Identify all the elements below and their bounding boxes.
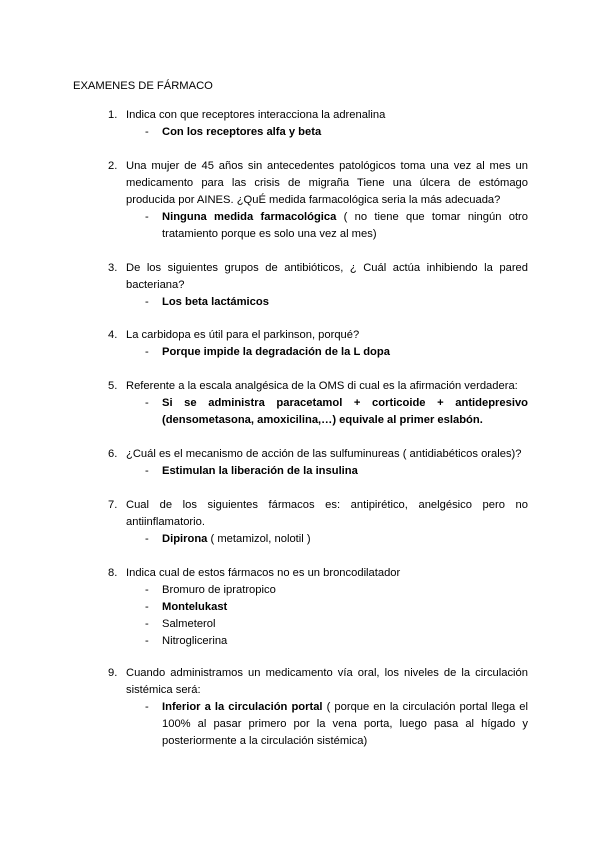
answer-item: - Salmeterol — [145, 618, 216, 630]
question-number: 2. — [108, 160, 118, 172]
question-6 — [108, 446, 528, 480]
question-number: 7. — [108, 499, 118, 511]
question-number: 4. — [108, 329, 118, 341]
question-number: 8. — [108, 567, 118, 579]
answer-rest: Salmeterol — [162, 618, 216, 630]
answer-item: - Inferior a la circulación portal ( porque en la circulación portal llega el 100% al pasar primero por la vena porta, luego pasa al hígado y posteriormente a la circulación sistémica) — [145, 701, 528, 747]
question-text: De los siguientes grupos de antibióticos, ¿ Cuál actúa inhibiendo la pared bacteriana? — [126, 262, 528, 291]
question-8 — [108, 565, 528, 650]
answer-item: - Nitroglicerina — [145, 635, 228, 647]
question-text: Referente a la escala analgésica de la OMS di cual es la afirmación verdadera: — [126, 380, 518, 392]
question-text: Indica con que receptores interacciona la adrenalina — [126, 109, 386, 121]
question-number: 9. — [108, 667, 118, 679]
question-text: Una mujer de 45 años sin antecedentes patológicos toma una vez al mes un medicamento para las crisis de migraña Tiene una úlcera de estómago producida por AINES. ¿QuÉ medida farmacológica seria la más adecuada? — [126, 160, 528, 206]
question-text: Cuando administramos un medicamento vía oral, los niveles de la circulación sistémica será: — [126, 667, 528, 696]
answer-bold: Con los receptores alfa y beta — [162, 126, 322, 138]
answer-item: - Ninguna medida farmacológica ( no tiene que tomar ningún otro tratamiento porque es solo una vez al mes) — [145, 211, 528, 240]
question-4 — [108, 327, 528, 361]
answer-rest: Bromuro de ipratropico — [162, 584, 276, 596]
question-2 — [108, 158, 528, 243]
answer-bold: Porque impide la degradación de la L dopa — [162, 346, 390, 358]
answer-item: - Dipirona ( metamizol, nolotil ) — [145, 533, 311, 545]
answer-bold: Inferior a la circulación portal — [162, 701, 323, 713]
answer-bold: Montelukast — [162, 601, 228, 613]
answer-item: - Si se administra paracetamol + corticoide + antidepresivo (densometasona, amoxicilina,…) equivale al primer eslabón. — [145, 397, 528, 426]
question-5 — [108, 378, 528, 429]
question-number: 6. — [108, 448, 118, 460]
question-1 — [108, 107, 528, 141]
question-7 — [108, 497, 528, 548]
answer-bold: Si se administra paracetamol + corticoide + antidepresivo (densometasona, amoxicilina,…) equivale al primer eslabón. — [162, 397, 528, 426]
answer-rest: Nitroglicerina — [162, 635, 228, 647]
answer-bold: Los beta lactámicos — [162, 296, 269, 308]
document-title: EXAMENES DE FÁRMACO — [73, 80, 213, 92]
answer-item: - Bromuro de ipratropico — [145, 584, 276, 596]
question-text: La carbidopa es útil para el parkinson, porqué? — [126, 329, 360, 341]
question-text: ¿Cuál es el mecanismo de acción de las sulfuminureas ( antidiabéticos orales)? — [126, 448, 522, 460]
question-3 — [108, 260, 528, 311]
answer-bold: Estimulan la liberación de la insulina — [162, 465, 358, 477]
question-9 — [108, 665, 528, 750]
question-text: Cual de los siguientes fármacos es: antipirético, anelgésico pero no antiinflamatorio. — [126, 499, 528, 528]
answer-item: - Estimulan la liberación de la insulina — [145, 465, 358, 477]
question-text: Indica cual de estos fármacos no es un broncodilatador — [126, 567, 401, 579]
answer-bold: Dipirona — [162, 533, 208, 545]
answer-item: - Los beta lactámicos — [145, 296, 269, 308]
answer-rest: ( metamizol, nolotil ) — [207, 533, 311, 545]
answer-rest: ( porque en la circulación portal llega el 100% al pasar primero por la vena porta, luego pasa al hígado y posteriormente a la circulación sistémica) — [162, 701, 528, 747]
answer-bold: Ninguna medida farmacológica — [162, 211, 337, 223]
question-number: 3. — [108, 262, 118, 274]
answer-item: - Porque impide la degradación de la L dopa — [145, 346, 390, 358]
question-number: 1. — [108, 109, 118, 121]
answer-item: - Con los receptores alfa y beta — [145, 126, 322, 138]
answer-item: - Montelukast — [145, 601, 228, 613]
question-number: 5. — [108, 380, 118, 392]
answer-rest: ( no tiene que tomar ningún otro tratamiento porque es solo una vez al mes) — [162, 211, 528, 240]
